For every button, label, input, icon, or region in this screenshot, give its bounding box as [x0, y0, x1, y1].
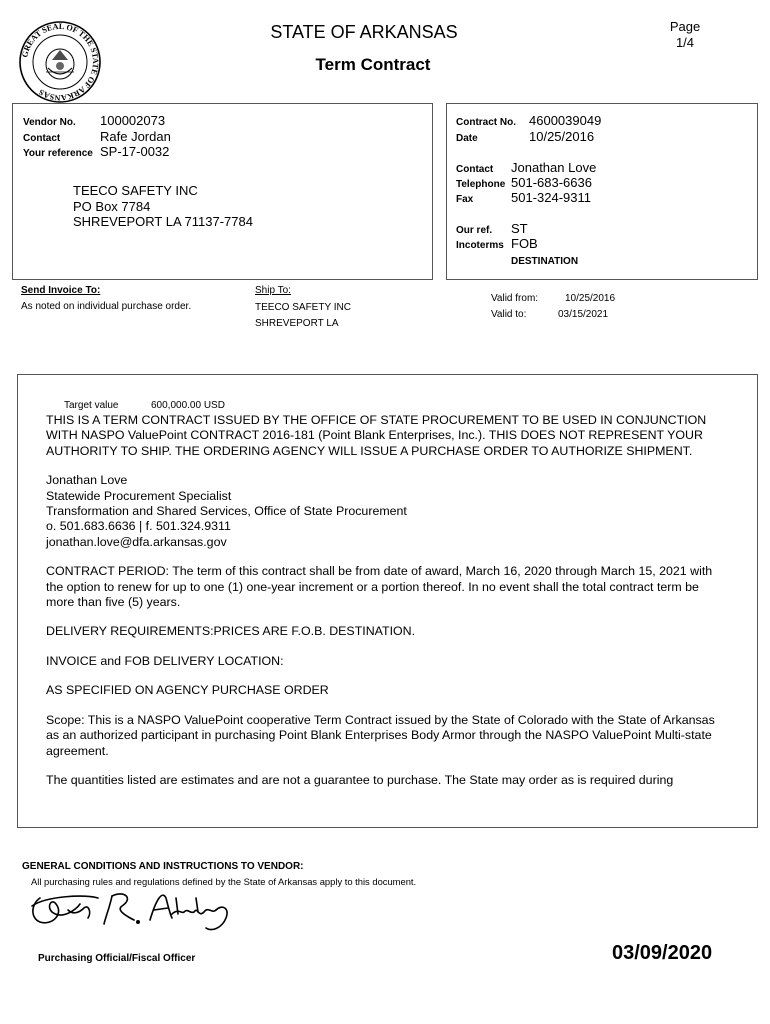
telephone: 501-683-6636	[511, 175, 592, 190]
ship-to-line-2: SHREVEPORT LA	[255, 318, 339, 329]
contract-no: 4600039049	[529, 113, 602, 128]
telephone-label: Telephone	[456, 179, 506, 190]
contact-name: Jonathan Love	[511, 160, 597, 175]
signature-block-line: o. 501.683.6636 | f. 501.324.9311	[46, 519, 231, 534]
fax-label: Fax	[456, 194, 474, 205]
fax: 501-324-9311	[511, 190, 591, 205]
doc-title: Term Contract	[315, 55, 431, 74]
page-number: 1/4	[675, 35, 695, 50]
vendor-box	[12, 103, 433, 280]
vendor-no-label: Vendor No.	[23, 117, 76, 128]
state-seal	[18, 20, 102, 104]
contract-no-label: Contract No.	[456, 117, 516, 128]
target-value-label: Target value	[64, 400, 119, 411]
vendor-no: 100002073	[100, 113, 166, 128]
valid-to-label: Valid to:	[491, 309, 527, 320]
quantities-paragraph: The quantities listed are estimates and are not a guarantee to purchase. The State may order as is required during	[46, 772, 674, 787]
seal-text: GREAT SEAL OF THE STATE OF ARKANSAS	[20, 21, 101, 103]
signature-block-line: Jonathan Love	[46, 473, 128, 488]
vendor-contact-label: Contact	[23, 133, 61, 144]
date-label: Date	[456, 133, 478, 144]
state-name: STATE OF ARKANSAS	[270, 22, 458, 42]
valid-from: 10/25/2016	[565, 293, 616, 304]
reference: SP-17-0032	[100, 144, 170, 159]
vendor-address-2: PO Box 7784	[73, 199, 151, 214]
send-invoice-label: Send Invoice To:	[21, 285, 101, 296]
ship-to-line-1: TEECO SAFETY INC	[255, 302, 351, 313]
incoterms: FOB	[511, 236, 538, 251]
contract-body	[46, 413, 726, 788]
signature-block-line: Transformation and Shared Services, Office of State Procurement	[46, 504, 407, 519]
valid-to: 03/15/2021	[558, 309, 609, 320]
conditions-title: GENERAL CONDITIONS AND INSTRUCTIONS TO VENDOR:	[22, 861, 304, 872]
vendor-address-1: TEECO SAFETY INC	[73, 183, 198, 198]
scope-paragraph: Scope: This is a NASPO ValuePoint cooperative Term Contract issued by the State of Colorado with the State of Arkansas as an authorized participant in purchasing Point Blank Enterprises Body Armor through the NASPO ValuePoint Multi-state agreement.	[46, 712, 715, 758]
handwritten-signature	[26, 884, 246, 940]
official-label: Purchasing Official/Fiscal Officer	[38, 953, 196, 964]
valid-from-label: Valid from:	[491, 293, 539, 304]
vendor-address-3: SHREVEPORT LA 71137-7784	[73, 214, 253, 229]
contact-label: Contact	[456, 164, 494, 175]
specified-paragraph: AS SPECIFIED ON AGENCY PURCHASE ORDER	[46, 683, 329, 698]
send-invoice-text: As noted on individual purchase order.	[21, 301, 192, 312]
contract-text-box	[17, 374, 758, 828]
page-label: Page	[669, 19, 701, 34]
term-contract-notice: THIS IS A TERM CONTRACT ISSUED BY THE OFFICE OF STATE PROCUREMENT TO BE USED IN CONJUNCTION WITH NASPO ValuePoint CONTRACT 2016-181 (Point Blank Enterprises, Inc.). THIS DOES NOT REPRESENT YOUR AUTHORITY TO SHIP. THE ORDERING AGENCY WILL ISSUE A PURCHASE ORDER TO AUTHORIZE SHIPMENT.	[46, 413, 707, 458]
contract-box	[446, 103, 758, 280]
signature-block-line: jonathan.love@dfa.arkansas.gov	[46, 534, 227, 549]
signature-block-line: Statewide Procurement Specialist	[46, 488, 232, 503]
ship-to-label: Ship To:	[255, 285, 291, 296]
signed-date: 03/09/2020	[612, 942, 713, 964]
ourref-label: Our ref.	[456, 225, 493, 236]
conditions-text: All purchasing rules and regulations defined by the State of Arkansas apply to this document.	[31, 876, 417, 887]
contract-date: 10/25/2016	[529, 129, 595, 144]
incoterms-detail: DESTINATION	[511, 256, 579, 267]
contract-period-paragraph: CONTRACT PERIOD: The term of this contract shall be from date of award, March 16, 2020 through March 15, 2021 with the option to renew for up to one (1) one-year increment or a portion thereof. In no event shall the total contract term be more than five (5) years.	[46, 564, 713, 610]
delivery-requirements-paragraph: DELIVERY REQUIREMENTS:PRICES ARE F.O.B. DESTINATION.	[46, 624, 416, 639]
ourref: ST	[511, 221, 528, 236]
vendor-contact: Rafe Jordan	[100, 129, 171, 144]
reference-label: Your reference	[23, 148, 93, 159]
target-value: 600,000.00 USD	[151, 400, 225, 411]
incoterms-label: Incoterms	[456, 240, 504, 251]
invoice-location-paragraph: INVOICE and FOB DELIVERY LOCATION:	[46, 653, 284, 668]
